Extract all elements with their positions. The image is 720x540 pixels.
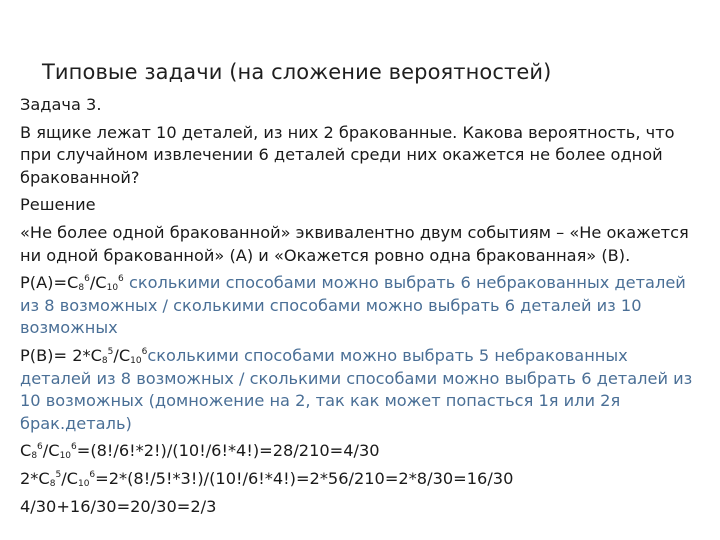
combination-k: 6	[84, 274, 90, 285]
combination-k: 6	[37, 442, 43, 453]
combination-n: 10	[59, 451, 72, 462]
fraction-slash: /	[113, 345, 119, 365]
combination-symbol: C	[67, 273, 79, 293]
combination-k: 6	[89, 469, 96, 480]
combination-symbol: C	[48, 441, 60, 461]
slide-title: Типовые задачи (на сложение вероятностей)	[42, 60, 552, 84]
formula-pa	[20, 272, 704, 340]
combination-symbol: C	[95, 273, 107, 293]
fraction-slash: /	[89, 273, 96, 293]
combination-symbol: C	[66, 468, 78, 488]
combination-symbol: C	[90, 345, 102, 365]
task-statement: В ящике лежат 10 деталей, из них 2 бракованные. Какова вероятность, что при случайном извлечении 6 деталей среди них окажется не более одной бракованной?	[20, 122, 675, 187]
solution-label: Решение	[20, 195, 96, 215]
calculation-result: =2*(8!/5!*3!)/(10!/6!*4!)=2*56/210=2*8/30=16/30	[95, 468, 514, 488]
combination-k: 5	[107, 346, 114, 357]
pb-explanation: сколькими способами можно выбрать 5 небракованных деталей из 8 возможных / сколькими способами можно выбрать 6 деталей из 10 возможных (домножение на 2, так как может попасться 1я или 2я брак.деталь)	[20, 345, 693, 433]
calculation-result: =(8!/6!*2!)/(10!/6!*4!)=28/210=4/30	[76, 441, 380, 461]
task-heading: Задача 3.	[20, 95, 102, 114]
combination-n: 10	[130, 355, 142, 366]
formula-pb	[20, 345, 704, 435]
combination-n: 10	[106, 283, 119, 294]
final-answer: 4/30+16/30=20/30=2/3	[20, 496, 217, 516]
pb-prefix: P(B)= 2*	[20, 345, 91, 365]
fraction-slash: /	[42, 441, 49, 461]
combination-k: 6	[71, 442, 77, 453]
calculation-pb	[20, 468, 704, 491]
combination-k: 5	[55, 469, 62, 480]
combination-symbol: C	[38, 468, 50, 488]
equivalence-text: «Не более одной бракованной» эквивалентно двум событиям – «Не окажется ни одной бракованной» (А) и «Окажется ровно одна бракованная» (В).	[20, 222, 689, 265]
slide-content	[20, 94, 704, 523]
combination-symbol: C	[118, 345, 131, 365]
calculation-pa	[20, 440, 704, 463]
fraction-slash: /	[61, 468, 67, 488]
pa-explanation: сколькими способами можно выбрать 6 небракованных деталей из 8 возможных / сколькими способами можно выбрать 6 деталей из 10 возможных	[20, 273, 686, 338]
combination-k: 6	[118, 274, 124, 285]
combination-n: 8	[78, 283, 85, 294]
pa-prefix: P(A)=	[20, 273, 68, 293]
combination-n: 8	[101, 355, 108, 366]
combination-n: 10	[77, 478, 90, 489]
combination-n: 8	[49, 478, 56, 489]
combination-symbol: C	[20, 441, 32, 461]
calc-prefix: 2*	[20, 468, 39, 488]
combination-n: 8	[31, 451, 38, 462]
combination-k: 6	[141, 346, 148, 357]
